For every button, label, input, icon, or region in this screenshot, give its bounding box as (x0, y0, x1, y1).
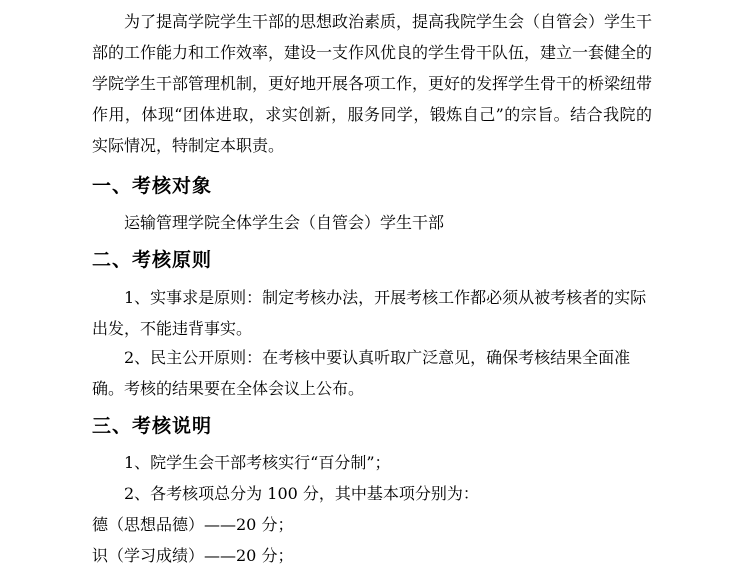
section-1-line-1: 运输管理学院全体学生会（自管会）学生干部 (124, 213, 445, 232)
section-3-line-2: 2、各考核项总分为 100 分，其中基本项分别为： (124, 484, 479, 503)
section-2-para-1: 1、实事求是原则：制定考核办法，开展考核工作都必须从被考核者的实际出发，不能违背事实。 (92, 288, 647, 338)
intro-paragraph: 为了提高学院学生干部的思想政治素质，提高我院学生会（自管会）学生干部的工作能力和工作效率，建设一支作风优良的学生骨干队伍，建立一套健全的学院学生干部管理机制，更好地开展各项工作，更好的发挥学生骨干的桥梁纽带作用，体现“团体进取，求实创新，服务同学，锻炼自己”的宗旨。结合我院的实际情况，特制定本职责。 (92, 12, 653, 155)
section-heading-3: 三、考核说明 (92, 415, 213, 437)
section-3-line-3: 德（思想品德）——20 分； (92, 515, 294, 534)
section-3-line-4: 识（学习成绩）——20 分； (92, 546, 294, 565)
section-heading-1: 一、考核对象 (92, 175, 213, 197)
section-heading-2: 二、考核原则 (92, 249, 213, 271)
section-3-line-1: 1、院学生会干部考核实行“百分制”； (124, 453, 391, 472)
section-2-para-2: 2、民主公开原则：在考核中要认真听取广泛意见，确保考核结果全面准确。考核的结果要在全体会议上公布。 (92, 348, 631, 398)
